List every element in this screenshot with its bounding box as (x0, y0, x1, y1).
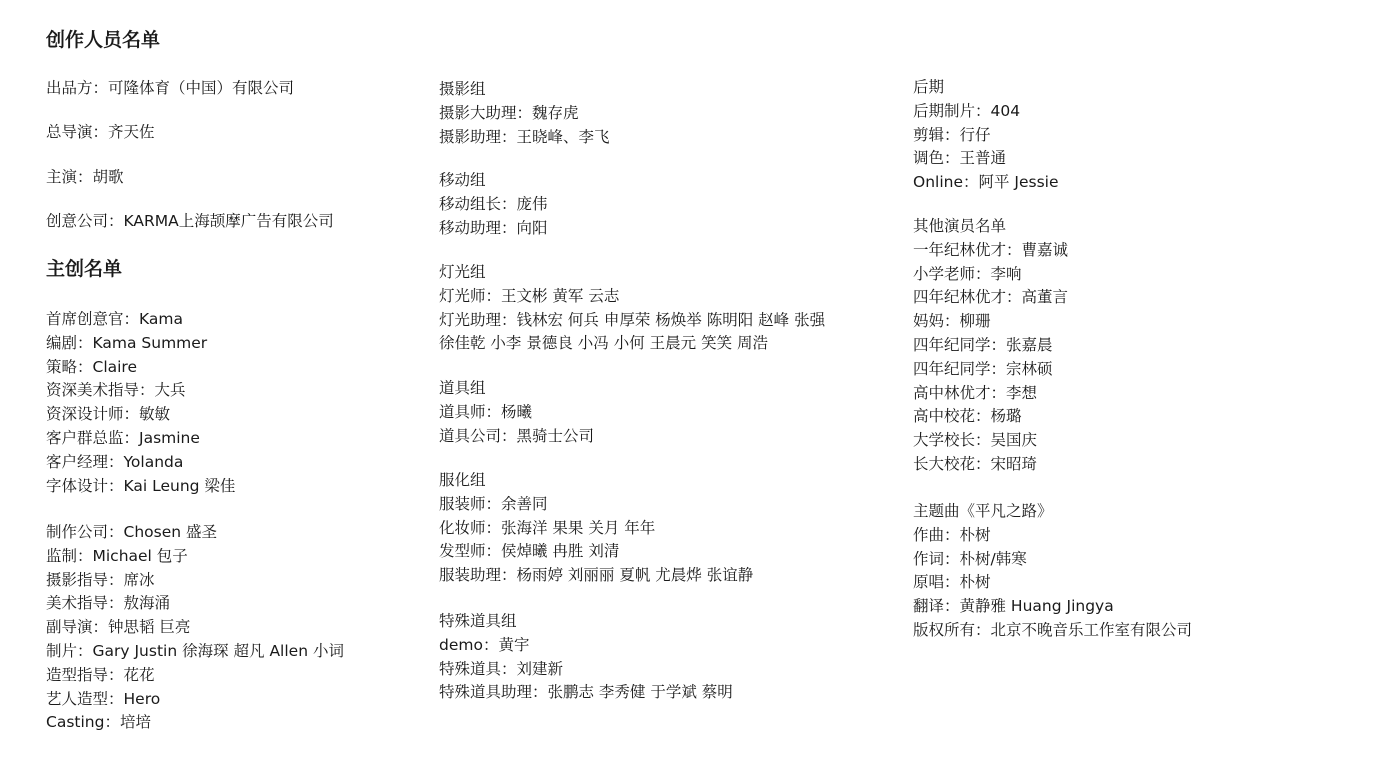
credit-line: 剪辑：行仔 (913, 125, 991, 144)
group-title: 其他演员名单 (913, 217, 1007, 235)
credit-line: 资深美术指导：大兵 (46, 381, 186, 400)
group-title: 道具组 (439, 379, 486, 397)
group-title: 摄影组 (439, 80, 486, 98)
credit-line: 特殊道具助理：张鹏志 李秀健 于学斌 蔡明 (439, 683, 733, 702)
credit-line: demo：黄宇 (439, 635, 530, 654)
credit-line: 摄影大助理：魏存虎 (439, 103, 579, 122)
credit-line: 原唱：朴树 (913, 573, 991, 592)
director-block (46, 121, 155, 145)
credit-line: 资深设计师：敏敏 (46, 405, 171, 424)
credit-line: Online：阿平 Jessie (913, 173, 1059, 192)
creative-agency-block (46, 210, 334, 234)
section-heading-main-creative: 主创名单 (46, 258, 123, 280)
credit-line: 策略：Claire (46, 357, 138, 376)
credit-line: 高中林优才：李想 (913, 383, 1038, 402)
credit-line: 首席创意官：Kama (46, 310, 183, 328)
credit-line: 服装助理：杨雨婷 刘丽丽 夏帆 尤晨烨 张谊静 (439, 566, 754, 585)
credit-line: 字体设计：Kai Leung 梁佳 (46, 476, 236, 495)
group-title: 服化组 (439, 471, 486, 489)
credit-line: 大学校长：吴国庆 (913, 431, 1038, 450)
credit-line: 徐佳乾 小李 景德良 小冯 小何 王晨元 笑笑 周浩 (439, 334, 768, 353)
production-company-list (46, 521, 344, 735)
credit-line: 特殊道具：刘建新 (439, 659, 564, 678)
credit-line: 主演：胡歌 (46, 168, 124, 186)
credit-line: 妈妈：柳珊 (913, 312, 991, 331)
credit-line: 版权所有：北京不晚音乐工作室有限公司 (913, 620, 1193, 639)
group-title: 后期 (913, 78, 945, 96)
credit-line: 出品方：可隆体育（中国）有限公司 (46, 79, 295, 97)
credit-line: 灯光助理：钱林宏 何兵 申厚荣 杨焕举 陈明阳 赵峰 张强 (439, 310, 826, 329)
page-title: 创作人员名单 (46, 29, 161, 51)
props-group (439, 377, 594, 448)
group-title: 主题曲《平凡之路》 (913, 502, 1053, 520)
credit-line: 艺人造型：Hero (46, 689, 161, 708)
credit-line: 一年纪林优才：曹嘉诚 (913, 240, 1069, 259)
credit-line: 调色：王普通 (913, 149, 1007, 168)
credit-line: 副导演：钟思韬 巨亮 (46, 618, 191, 637)
credit-line: 道具师：杨曦 (439, 402, 533, 421)
credit-line: 移动助理：向阳 (439, 218, 548, 237)
credit-line: 化妆师：张海洋 果果 关月 年年 (439, 518, 656, 537)
theme-song-group (913, 500, 1192, 643)
credit-line: 移动组长：庞伟 (439, 194, 548, 213)
credit-line: 制作公司：Chosen 盛圣 (46, 523, 217, 541)
credit-line: 灯光师：王文彬 黄军 云志 (439, 286, 620, 305)
credit-line: 服装师：余善同 (439, 494, 548, 513)
credit-line: 发型师：侯焯曦 冉胜 刘清 (439, 542, 620, 561)
credit-line: 作曲：朴树 (913, 525, 991, 544)
credit-line: 编剧：Kama Summer (46, 333, 208, 352)
credit-line: 摄影助理：王晓峰、李飞 (439, 127, 610, 146)
producer-block (46, 77, 294, 101)
credit-line: 高中校花：杨璐 (913, 407, 1022, 426)
credit-line: Casting：培培 (46, 713, 151, 732)
credit-line: 造型指导：花花 (46, 665, 155, 684)
lighting-group (439, 261, 825, 356)
credit-line: 总导演：齐天佐 (46, 123, 155, 141)
credit-line: 四年纪林优才：高董言 (913, 288, 1069, 307)
credit-line: 四年纪同学：宗林硕 (913, 359, 1053, 378)
credit-line: 道具公司：黑骑士公司 (439, 426, 595, 445)
credit-line: 创意公司：KARMA上海颉摩广告有限公司 (46, 212, 334, 230)
post-production-group (913, 76, 1059, 195)
credit-line: 小学老师：李响 (913, 264, 1022, 283)
other-cast-group (913, 215, 1068, 477)
camera-group (439, 78, 610, 149)
credit-line: 客户经理：Yolanda (46, 452, 184, 471)
credit-line: 客户群总监：Jasmine (46, 428, 200, 447)
credit-line: 四年纪同学：张嘉晨 (913, 335, 1053, 354)
group-title: 特殊道具组 (439, 612, 517, 630)
grip-group (439, 169, 548, 240)
group-title: 移动组 (439, 171, 486, 189)
credit-line: 翻译：黄静雅 Huang Jingya (913, 597, 1114, 616)
special-props-group (439, 610, 733, 705)
credit-line: 长大校花：宋昭琦 (913, 454, 1038, 473)
credit-line: 摄影指导：席冰 (46, 570, 155, 589)
credit-line: 美术指导：敖海涌 (46, 594, 171, 613)
credit-line: 后期制片：404 (913, 101, 1021, 120)
credit-line: 作词：朴树/韩寒 (913, 549, 1027, 568)
wardrobe-makeup-group (439, 469, 753, 588)
lead-actor-block (46, 166, 124, 190)
credit-line: 制片：Gary Justin 徐海琛 超凡 Allen 小词 (46, 641, 344, 660)
main-creative-list (46, 308, 235, 498)
group-title: 灯光组 (439, 263, 486, 281)
credit-line: 监制：Michael 包子 (46, 546, 188, 565)
